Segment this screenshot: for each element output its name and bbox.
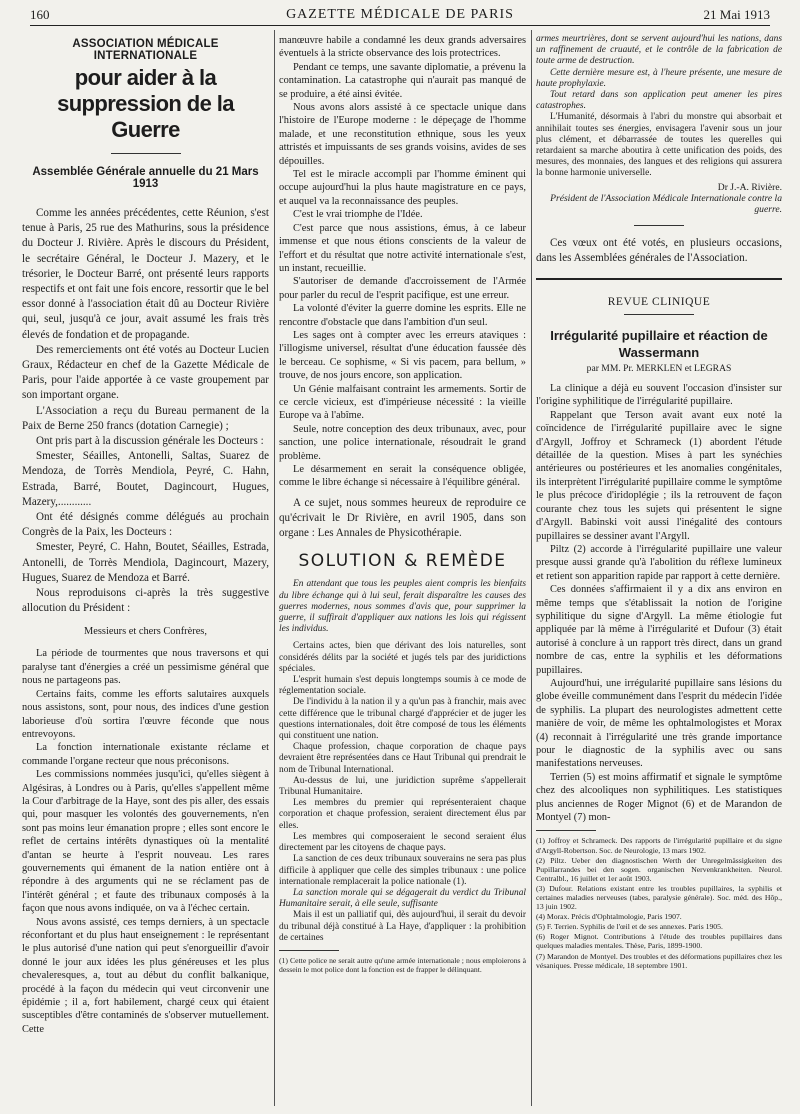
paragraph: Ont pris part à la discussion générale les Docteurs : [36,435,264,448]
association-heading: ASSOCIATION MÉDICALE INTERNATIONALE [72,38,219,62]
footnote: (6) Roger Mignot. Contributions à l'étude des troubles pupillaires dans quelques maladies mentales. Thèse, Paris, 1899-1900. [536,932,782,951]
paragraph: Piltz (2) accorde à l'irrégularité pupillaire une valeur presque aussi grande qu'à l'abolition du réflexe lumineux et retient son apparition rapide par rapport à cette dernière. [536,543,782,582]
paragraph: Tout retard dans son application peut amener les pires catastrophes. [536,90,782,112]
title-rule [111,153,181,154]
separator-rule [634,225,684,226]
speech-paragraph: Pendant ce temps, une savante diplomatie, a prévenu la contamination. La catastrophe qui n'aurait pas manqué de se produire, a été ainsi évitée. [279,61,526,100]
paragraph: Certains actes, bien que dérivant des lois naturelles, sont considérés délits par la société et jugés tels par des juridictions spéciales. [279,641,526,674]
article-authors: par MM. Pr. MERKLEN et LEGRAS [586,363,732,375]
paragraph: Smester, Séailles, Antonelli, Saltas, Suarez de Mendoza, de Torrès Mendiola, Peyré, C. Hahn, Estrada, Barré, Boutet, Dagincourt, Hugues, Mazery,............ [22,450,269,508]
paragraph: Comme les années précédentes, cette Réunion, s'est tenue à Paris, 25 rue des Mathurins, sous la présidence du Docteur J. Rivière. Après le discours du Président, le secrétaire Général, le Docteur J. Mazery, et le trésorier, le Docteur Barré, ont présenté leurs rapports respectifs et ont fait une fois encore, ressortir que le bel essor donné à l'association était dû au Docteur Rivière qui, seul, jusqu'à ce jour, avait assumé les frais très élevés de fondation et de propagande. [22,207,269,341]
column-divider [531,30,532,1106]
article-title: Irrégularité pupillaire et réaction de Wassermann [550,328,768,361]
heading-rule [624,314,694,315]
footnote: (3) Dufour. Relations existant entre les troubles pupillaires, la syphilis et certaines maladies nerveuses (tabes, paralysie générale). Soc. méd. des Hôp., 13 juin 1902. [536,883,782,912]
speech-paragraph: Le désarmement en serait la conséquence obligée, comme le libre échange si nécessaire à l'équilibre général. [279,464,526,489]
speech-paragraph: Nous avons alors assisté à ce spectacle unique dans l'histoire de l'Europe moderne : le dépeçage de l'homme malade, et une reconstitution ethnique, sous les yeux attristés et impuissants de ses grands voisins, avides de ses dépouilles. [279,102,526,167]
footnote: (7) Marandon de Montyel. Des troubles et des déformations pupillaires chez les vésaniques. Presse médicale, 18 septembre 1901. [536,951,782,970]
paragraph: La sanction morale qui se dégagerait du verdict du Tribunal Humanitaire serait, à elle seule, suffisante [279,887,526,910]
speech-greeting: Messieurs et chers Confrères, [84,626,207,638]
signature-title: Président de l'Association Médicale Internationale contre la guerre. [550,192,782,215]
column-3 [536,34,782,1106]
speech-paragraph: Tel est le miracle accompli par l'homme éminent qui occupe aujourd'hui la plus haute magistrature en ce pays, et auquel va la reconnaissance des peuples. [279,169,526,207]
speech-paragraph: manœuvre habile a condamné les deux grands adversaires éventuels à la stricte observance des lois protectrices. [279,35,526,60]
paragraph: Aujourd'hui, une irrégularité pupillaire sans lésions du globe éveille communément dans l'esprit du médecin l'idée de syphilis. La plupart des neurologistes admettent cette manière de voir, de même les ophtalmologistes et Morax (4) reconnait à l'irrégularité une très grande importance pour le diagnostic de la syphilis avec ou sans manifestations nerveuses. [536,677,782,770]
speech-paragraph: Les sages ont à compter avec les erreurs ataviques : l'illogisme universel, résultat d'une éducation faussée dès le berceau. Ce sophisme, « Si vis pacem, para bellum, » trouve, de nos jours encore, son application. [279,329,526,382]
paragraph: Nous reproduisons ci-après la très suggestive allocution du Président : [22,587,269,615]
column-divider [274,30,275,1106]
paragraph: Au-dessus de lui, une juridiction suprême s'appellerait Tribunal Humanitaire. [279,775,526,798]
footnote: (4) Morax. Précis d'Ophtalmologie, Paris 1907. [536,912,682,922]
paragraph: De l'individu à la nation il y a qu'un pas à franchir, mais avec cette différence que le tribunal chargé d'apprécier et de juger les questions internationales, doit être composé de tous les éléments qui constituent une nation. [279,697,526,742]
column-2 [279,34,526,1106]
section-heading: REVUE CLINIQUE [536,278,782,308]
speech-paragraph: S'autoriser de demande d'accroissement de l'Armée pour parler du recul de l'esprit pacifique, est une erreur. [279,276,526,301]
column-1 [22,34,269,1106]
paragraph: Les membres qui composeraient le second seraient élus directement par les citoyens de chaque pays. [279,831,526,854]
section-heading: SOLUTION & REMÈDE [298,551,507,572]
footnote: (1) Joffroy et Schrameck. Des rapports de l'irrégularité pupillaire et du signe d'Argyll-Robertson. Soc. de Neurologie, 13 mars 1902. [536,836,782,855]
footnote: (1) Cette police ne serait autre qu'une armée internationale ; nous emploierons à dessein le mot police dont la fonction est de frapper le délinquant. [279,955,526,975]
speech-paragraph: Certains faits, comme les efforts salutaires auxquels nous assistons, sont, pour nous, des indices d'une gestion laborieuse d'où sortira l'œuvre féconde que nous entrevoyons. [22,688,269,740]
paragraph: Cette dernière mesure est, à l'heure présente, une mesure de haute prophylaxie. [536,67,782,89]
paragraph: Les membres du premier qui représenteraient chaque corporation et chaque profession, seraient directement élus par elles. [279,798,526,831]
speech-paragraph: Nous avons assisté, ces temps derniers, à un spectacle réconfortant et du plus haut enseignement : le représentant le plus autorisé d'une nation qui peut s'enorgueillir d'avoir donné le jour aux idées les plus généreuses et les plus chevaleresques, a, tout au début du conflit balkanique, procédé à la façon du médecin qui veut circonvenir une épidémie ; il a, fort habilement, chargé ceux qui étaient susceptibles d'être contaminés de s'observer mutuellement. Cette [22,916,269,1035]
footnote-rule [536,830,596,831]
paragraph: Terrien (5) est moins affirmatif et signale le symptôme chez des alcooliques non syphilitiques. Les statistiques plus anciennes de Roger Mignot (6) et de Marandon de Montyel (7) mon- [536,771,782,824]
footnote-rule [279,950,339,951]
paragraph: Chaque profession, chaque corporation de chaque pays devraient être représentées dans ce Haut Tribunal qui prendrait le nom de Tribunal International. [279,742,526,775]
paragraph: Mais il est un palliatif qui, dès aujourd'hui, il serait du devoir du tribunal déjà constitué à La Haye, d'appliquer : la prohibition de certaines [279,910,526,943]
speech-paragraph: La fonction internationale existante réclame et commande l'organe recteur que nous préconisons. [22,742,269,767]
speech-paragraph: Seule, notre conception des deux tribunaux, avec, pour sanction, une police internationale, résoudrait le grand problème. [279,423,526,462]
paragraph: armes meurtrières, dont se servent aujourd'hui les nations, dans un raffinement de cruauté, et le contrôle de la fabrication de toute arme de destruction. [536,34,782,67]
assembly-heading: Assemblée Générale annuelle du 21 Mars 1913 [32,166,259,190]
article-title: pour aider à la suppression de la Guerre [57,65,234,142]
paragraph: A ce sujet, nous sommes heureux de reproduire ce qu'écrivait le Dr Rivière, en avril 1905, dans son organe : Les Annales de Physicothérapie. [279,496,526,540]
issue-date: 21 Mai 1913 [703,7,770,22]
paragraph: Ont été désignés comme délégués au prochain Congrès de la Paix, les Docteurs : [22,511,269,539]
paragraph: Smester, Peyré, C. Hahn, Boutet, Séailles, Estrada, Antonelli, de Torrès Mendiola, Dagincourt, Mazery, Hugues, Suarez de Mendoza et Barré. [22,541,269,584]
paragraph: L'esprit humain s'est depuis longtemps soumis à ce mode de réglementation sociale. [279,675,526,697]
paragraph: Ces vœux ont été votés, en plusieurs occasions, dans les Assemblées générales de l'Association. [536,236,782,264]
paragraph: L'Humanité, désormais à l'abri du monstre qui absorbait et annihilait toutes ses énergies, envisagera l'avenir sous un jour plus clément, et débarrassée de toutes les querelles qui retardaient sa marche aboutira à cette unification des poids, des mesures, des monnaies, des langues et des religions qui assurera la bonne harmonie universelle. [536,112,782,179]
speech-paragraph: La période de tourmentes que nous traversons et qui paralyse tant d'énergies a créé un pessimisme général que nous ne partageons pas. [22,648,269,687]
paragraph: La sanction de ces deux tribunaux souverains ne sera pas plus difficile à appliquer que celle des simples tribunaux : une police internationale remplacerait la police nationale (1). [279,854,526,887]
page-number: 160 [30,7,50,22]
speech-paragraph: La volonté d'éviter la guerre domine les esprits. Elle ne rencontre d'obstacle que dans l'ambition d'un seul. [279,303,526,328]
paragraph: La clinique a déjà eu souvent l'occasion d'insister sur l'origine syphilitique de l'irrégularité pupillaire. [536,383,782,408]
paragraph: Ces données s'affirmaient il y a dix ans environ en même temps que s'établissait la notion de l'origine syphilitique du signe d'Argyll. La même étiologie fut appliquée par là même à l'irrégularité et Dufour (3) était autorisé à conclure à un rapport très direct, dans un grand nombre de cas, entre la syphilis et les déformations pupillaires. [536,584,782,676]
speech-paragraph: C'est parce que nous assistions, émus, à ce labeur immense et que nous étions conscients de la valeur de l'effort et du résultat que notre activité internationale s'est, un instant, recueillie. [279,222,526,274]
speech-paragraph: Les commissions nommées jusqu'ici, qu'elles siègent à Algésiras, à Londres ou à Paris, qu'elles s'appellent même la Cour d'arbitrage de la Haye, sont des pis aller, des essais qui, pour masquer les volontés des gouvernements, n'en sont pas moins leur émanation propre ; elles sont encore le reflet de certains intérêts dynastiques où la mentalité d'antan se heurte à l'esprit nouveau. Les rares gouvernements qui émanent de la nation entière ont à répondre à des arguments qui ne se réclament pas de l'intérêt général ; et faute des tribunaux composés à la façon que nous avons indiquée, on va à l'échec certain. [22,769,269,915]
journal-title: GAZETTE MÉDICALE DE PARIS [286,7,514,22]
page-header [30,6,770,26]
paragraph: Rappelant que Terson avait avant eux noté la coïncidence de l'irrégularité pupillaire avec le signe d'Argyll, Joffroy et Schrameck (1) abordent l'étude détaillée de la question. Mises à part les synéchies antérieures ou postérieures et les anomalies congénitales, ils interprètent l'irrégularité pupillaire comme le symptôme le plus précoce d'iridoplégie ; ils la retrouvent de façon courante chez tous les sujets qui présentent le signe d'Argyll. Babinski voit aussi l'inégalité des contours pupillaires se dessiner avant l'Argyll. [536,409,782,542]
paragraph: Des remerciements ont été votés au Docteur Lucien Graux, Rédacteur en chef de la Gazette Médicale de Paris, pour l'aide apportée à ce vaste groupement par son important organe. [22,343,269,402]
italic-intro: En attendant que tous les peuples aient compris les bienfaits du libre échange qui à lui seul, ferait disparaître les causes des guerres modernes, nous sommes d'avis que, pour supprimer la guerre, il suffirait d'appliquer aux nations les lois qui régissent les individus. [279,579,526,635]
speech-paragraph: C'est le vrai triomphe de l'Idée. [293,209,423,221]
signature-name: Dr J.-A. Rivière. [717,181,782,193]
paragraph: L'Association a reçu du Bureau permanent de la Paix de Berne 250 francs (dotation Carnegie) ; [22,404,269,432]
footnote: (2) Piltz. Ueber den diagnostischen Werth der Unregelmässigkeiten des Pupillarrandes bei den sogen. organischen Nervenkrankheiten. Neurol. Centralbl., 16 juillet et 1er août 1903. [536,855,782,883]
speech-paragraph: Un Génie malfaisant contraint les armements. Sortir de ce cercle vicieux, est d'impérieuse nécessité : la vieille Europe va à l'abîme. [279,383,526,422]
footnote: (5) F. Terrien. Syphilis de l'œil et de ses annexes. Paris 1905. [536,922,723,932]
